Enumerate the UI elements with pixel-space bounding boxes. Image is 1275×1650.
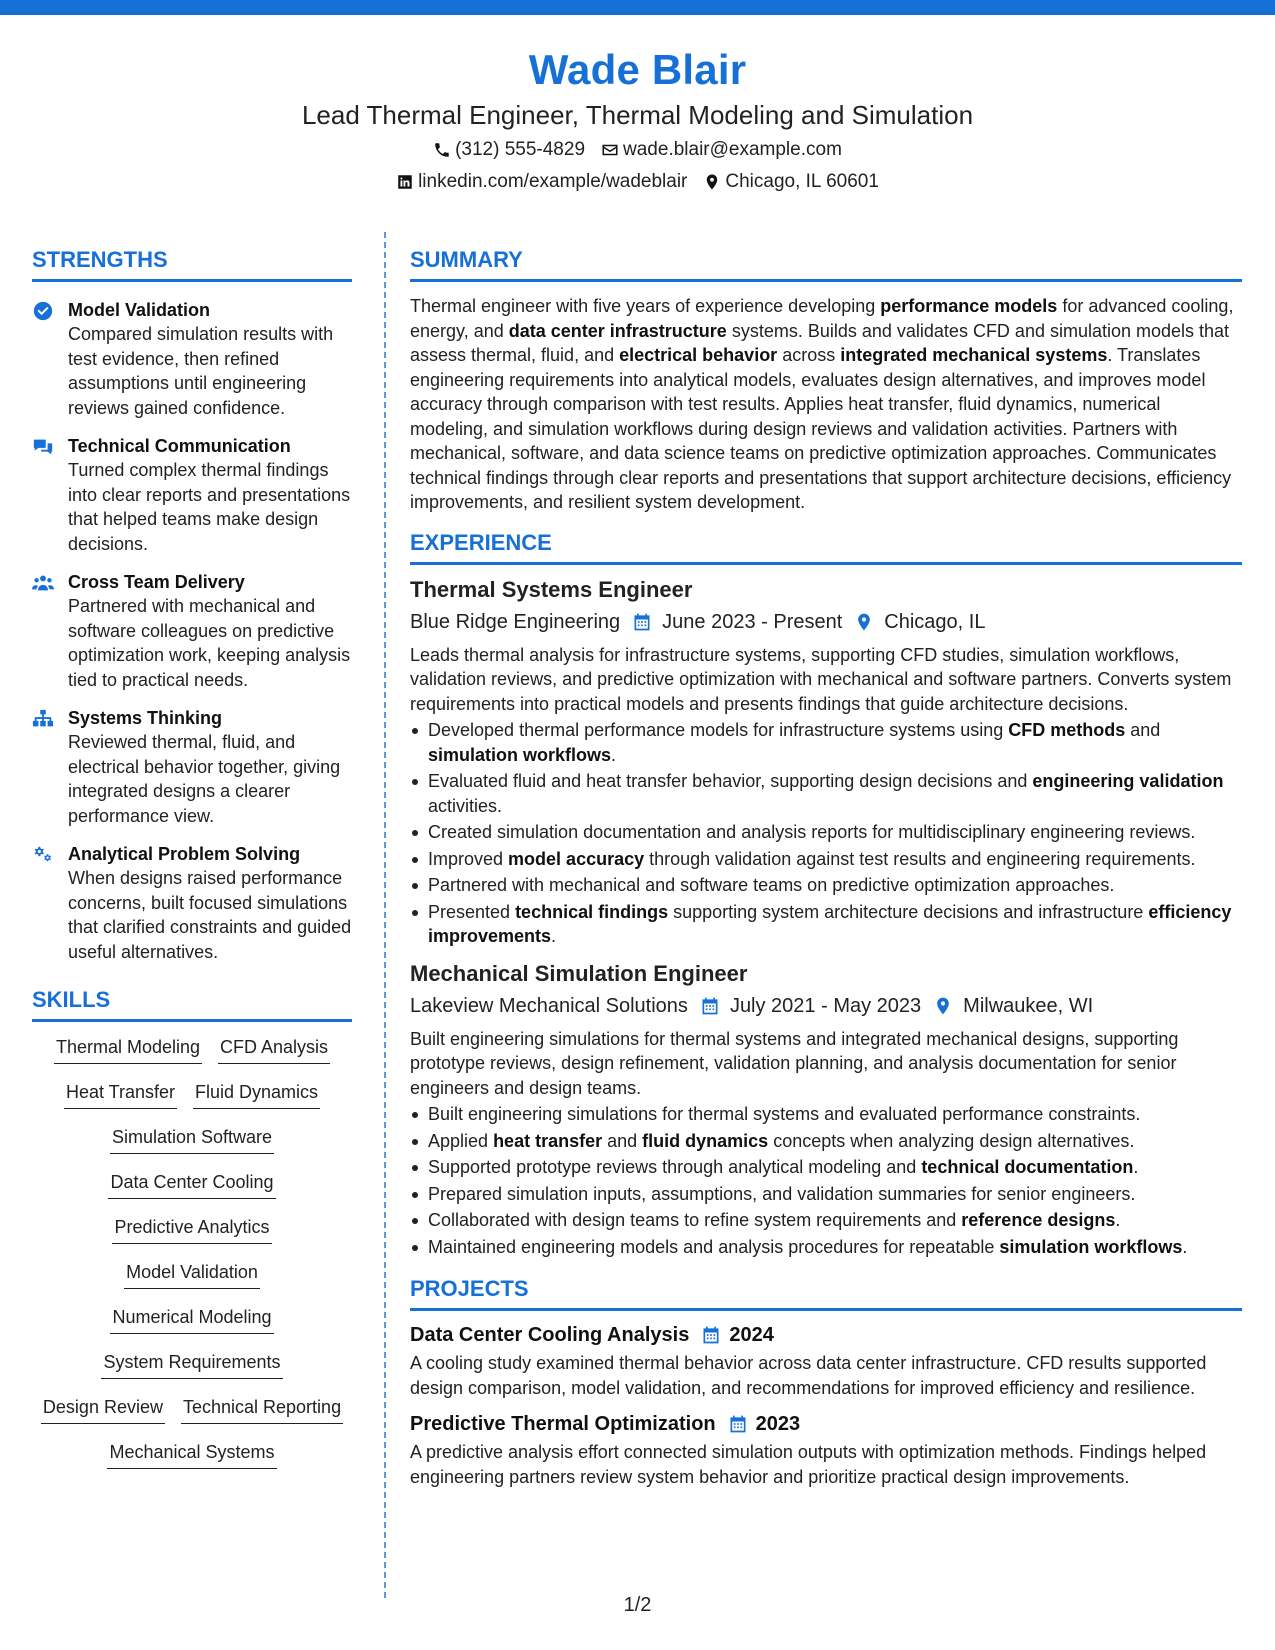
strength-title: Analytical Problem Solving [68,844,301,864]
strength-desc: Partnered with mechanical and software colleagues on predictive optimization work, keeping analysis tied to practical needs. [68,596,351,690]
text-run: activities. [428,795,503,816]
skill-tag: Model Validation [124,1259,260,1289]
candidate-role: Lead Thermal Engineer, Thermal Modeling and Simulation [301,100,974,130]
summary-text [410,294,1242,515]
projects-heading: PROJECTS [410,1275,1242,1311]
projects-list [410,1321,1242,1489]
text-run: Prepared simulation inputs, assumptions, and validation summaries for senior engineers. [428,1183,1136,1204]
job-location [933,991,1093,1021]
job-dates [700,991,921,1021]
text-run: concepts when analyzing design alternatives. [768,1130,1135,1151]
strength-desc: Reviewed thermal, fluid, and electrical behavior together, giving integrated designs a clearer performance view. [68,732,341,826]
text-run: and [602,1130,643,1151]
strengths-list [32,298,352,964]
strength-item [32,706,352,828]
calendar-icon [728,1414,748,1434]
text-run: Partnered with mechanical and software teams on predictive optimization approaches. [428,875,1115,895]
job-company: Blue Ridge Engineering [410,610,621,633]
linkedin-contact[interactable] [396,168,687,196]
skill-tag: Numerical Modeling [110,1304,273,1334]
bold-text: data center infrastructure [508,320,727,341]
bullet-item [410,820,1242,845]
skill-tag: Design Review [41,1394,165,1424]
bold-text: reference designs [961,1210,1116,1230]
job-dates-text: July 2021 - May 2023 [729,994,922,1017]
strength-item [32,434,352,556]
project-heading [410,1410,1242,1438]
skill-tag: Data Center Cooling [108,1169,275,1199]
text-run: . [551,926,557,946]
skill-row [32,1169,352,1214]
calendar-icon [632,612,652,632]
phone-contact[interactable] [433,136,585,164]
job-location [854,607,985,637]
bold-text: technical findings [515,901,669,922]
job-dates-text: June 2023 - Present [662,610,843,633]
summary-heading: SUMMARY [410,246,1242,282]
map-pin-icon [703,173,721,191]
gears-icon [32,844,54,866]
job-bullets [410,1102,1242,1259]
contact-row-1 [0,136,1275,164]
jobs-list [410,575,1242,1260]
bold-text: technical documentation [921,1157,1134,1177]
strengths-heading: STRENGTHS [32,246,352,282]
bullet-item [410,900,1242,949]
project-heading [410,1321,1242,1349]
sitemap-icon [32,708,54,730]
location-contact [703,168,879,196]
text-run: Collaborated with design teams to refine system requirements and [428,1210,962,1230]
bold-text: performance models [880,296,1058,316]
strength-desc: Compared simulation results with test evidence, then refined assumptions until engineering reviews gained confidence. [68,324,334,418]
strength-body [68,434,352,556]
text-run: Built engineering simulations for thermal systems and evaluated performance constraints. [428,1104,1141,1124]
strength-icon-wrap [32,298,56,420]
strength-desc: When designs raised performance concerns, built focused simulations that clarified constraints and guided useful alternatives. [68,868,352,962]
skills-heading: SKILLS [32,986,352,1022]
phone-icon [433,141,451,159]
text-run: and [1125,720,1161,740]
bold-text: integrated mechanical systems [840,345,1108,365]
text-run: supporting system architecture decisions and infrastructure [668,901,1149,922]
bullet-item [410,718,1242,767]
skill-tag: Simulation Software [110,1124,274,1154]
bullet-item [410,1182,1242,1207]
job-entry [410,959,1242,1260]
calendar-icon [701,1325,721,1345]
bullet-item [410,1235,1242,1260]
left-column [32,246,352,1484]
text-run: systems. Builds and validates CFD and simulation models that assess thermal, fluid, and [410,320,1230,365]
resume-header [0,44,1275,196]
experience-heading: EXPERIENCE [410,529,1242,565]
skill-row [32,1124,352,1169]
contact-row-2 [0,168,1275,196]
bullet-item [410,1129,1242,1154]
skill-row [32,1214,352,1259]
project-entry [410,1410,1242,1489]
text-run: . [1182,1236,1188,1257]
text-run: Evaluated fluid and heat transfer behavior, supporting design decisions and [428,771,1033,791]
calendar-icon [700,996,720,1016]
linkedin-text: linkedin.com/example/wadeblair [418,171,688,192]
text-run: . [1115,1210,1121,1230]
strength-item [32,570,352,692]
email-text: wade.blair@example.com [623,139,842,160]
map-pin-icon [854,612,874,632]
candidate-name: Wade Blair [528,46,747,93]
text-run: across [777,345,841,365]
job-location-text: Milwaukee, WI [963,994,1094,1017]
job-title: Thermal Systems Engineer [410,576,693,602]
project-title: Predictive Thermal Optimization [410,1413,716,1435]
job-meta [410,991,1242,1021]
strength-body [68,706,352,828]
text-run: Thermal engineer with five years of experience developing [410,296,881,316]
text-run: Maintained engineering models and analysis procedures for repeatable [428,1236,1000,1257]
bold-text: engineering validation [1032,771,1224,791]
bullet-item [410,1208,1242,1233]
check-circle-icon [32,300,54,322]
text-run: Improved [428,848,509,869]
skills-list [32,1034,352,1484]
text-run: through validation against test results and engineering requirements. [644,848,1196,869]
skill-row [32,1079,352,1124]
strength-icon-wrap [32,842,56,964]
strength-item [32,298,352,420]
location-text: Chicago, IL 60601 [725,171,879,192]
job-description: Built engineering simulations for thermal systems and integrated mechanical designs, supporting prototype reviews, design refinement, validation planning, and analysis documentation for senior engineers and design teams. [410,1028,1179,1098]
job-title: Mechanical Simulation Engineer [410,960,748,986]
column-divider [384,232,386,1598]
text-run: Supported prototype reviews through analytical modeling and [428,1157,922,1177]
project-year: 2024 [729,1324,774,1346]
strength-item [32,842,352,964]
bold-text: simulation workflows [999,1236,1183,1257]
bullet-item [410,847,1242,872]
text-run: for advanced cooling, energy, and [410,296,1234,341]
bullet-item [410,873,1242,898]
bullet-item [410,769,1242,818]
text-run: . [611,744,617,765]
text-run: . [1133,1157,1139,1177]
text-run: Created simulation documentation and analysis reports for multidisciplinary engineering reviews. [428,822,1196,842]
strength-body [68,298,352,420]
email-contact[interactable] [601,136,842,164]
bold-text: model accuracy [508,848,645,869]
phone-text: (312) 555-4829 [455,139,586,160]
linkedin-icon [396,173,414,191]
bold-text: simulation workflows [428,744,612,765]
strength-icon-wrap [32,570,56,692]
bold-text: efficiency improvements [428,901,1232,946]
job-dates [632,607,842,637]
users-icon [32,572,54,594]
skill-tag: Predictive Analytics [112,1214,271,1244]
envelope-icon [601,141,619,159]
bold-text: fluid dynamics [642,1130,769,1151]
strength-body [68,570,352,692]
project-year: 2023 [755,1413,801,1435]
job-company: Lakeview Mechanical Solutions [410,994,688,1017]
strength-title: Model Validation [68,300,211,320]
skill-row [32,1259,352,1304]
text-run: Developed thermal performance models for infrastructure systems using [428,720,1009,740]
skill-row [32,1304,352,1349]
job-meta [410,607,1242,637]
bold-text: heat transfer [493,1130,603,1151]
bullet-item [410,1155,1242,1180]
project-entry [410,1321,1242,1400]
strength-icon-wrap [32,434,56,556]
strength-body [68,842,352,964]
job-description: Leads thermal analysis for infrastructure systems, supporting CFD studies, simulation workflows, validation reviews, and predictive optimization with mechanical and software partners. Converts system requirements into practical models and presents findings that guide architecture decisions. [410,644,1232,714]
page-number: 1/2 [623,1594,652,1616]
text-run: Presented [428,901,516,922]
skill-tag: Heat Transfer [64,1079,177,1109]
job-entry [410,575,1242,949]
skill-tag: Fluid Dynamics [193,1079,320,1109]
skill-tag: Mechanical Systems [107,1439,276,1469]
map-pin-icon [933,996,953,1016]
job-bullets [410,718,1242,949]
text-run: Applied [428,1130,494,1151]
bold-text: electrical behavior [619,345,778,365]
skill-row [32,1439,352,1484]
bullet-item [410,1102,1242,1127]
skill-row [32,1394,352,1439]
text-run: . Translates engineering requirements into analytical models, evaluates design alternatives, and improves model accuracy through comparison with test results. Applies heat transfer, fluid dynamics, numerical modeling, and simulation workflows during design reviews and validation activities. Partners with mechanical, software, and data science teams on predictive optimization approaches. Communicates technical findings through clear reports and presentations that support architecture decisions, efficiency improvements, and resilient system development. [410,345,1232,512]
strength-desc: Turned complex thermal findings into clear reports and presentations that helped teams make design decisions. [68,460,351,554]
strength-title: Systems Thinking [68,708,223,728]
skill-tag: System Requirements [101,1349,282,1379]
job-location-text: Chicago, IL [884,610,986,633]
bold-text: CFD methods [1008,720,1126,740]
strength-title: Cross Team Delivery [68,572,245,592]
project-description: A predictive analysis effort connected simulation outputs with optimization methods. Findings helped engineering partners review system behavior and prioritize practical design improvements. [410,1442,1207,1487]
comments-icon [32,436,54,458]
strength-icon-wrap [32,706,56,828]
skill-tag: Thermal Modeling [54,1034,202,1064]
strength-title: Technical Communication [68,436,291,456]
skill-row [32,1034,352,1079]
top-accent-bar [0,0,1275,15]
project-title: Data Center Cooling Analysis [410,1324,690,1346]
right-column [410,246,1242,1489]
skill-tag: CFD Analysis [218,1034,330,1064]
skill-tag: Technical Reporting [181,1394,343,1424]
project-description: A cooling study examined thermal behavior across data center infrastructure. CFD results supported design comparison, model validation, and recommendations for improved efficiency and resilience. [410,1353,1207,1398]
skill-row [32,1349,352,1394]
